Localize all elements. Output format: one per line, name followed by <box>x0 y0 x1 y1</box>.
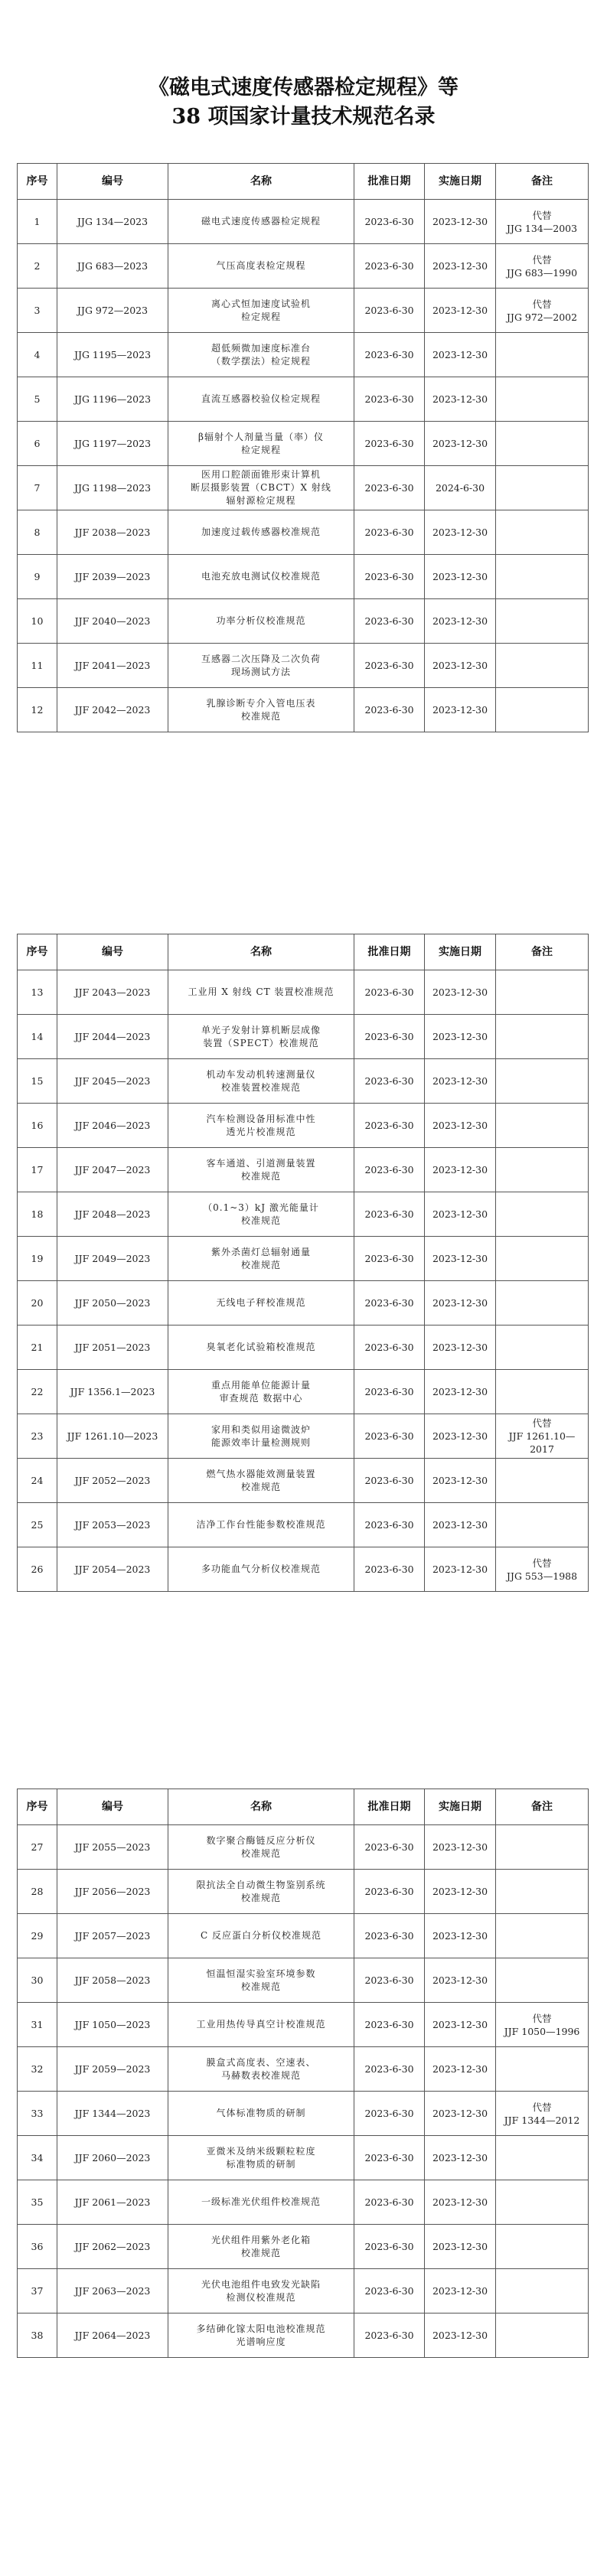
header-implementation-date: 实施日期 <box>425 934 496 970</box>
cell-note <box>496 1059 589 1104</box>
cell-note <box>496 1503 589 1547</box>
cell-name: 离心式恒加速度试验机 检定规程 <box>168 289 354 333</box>
cell-implementation-date: 2023-12-30 <box>425 2225 496 2269</box>
cell-approval-date: 2023-6-30 <box>354 2136 425 2180</box>
cell-implementation-date: 2023-12-30 <box>425 510 496 555</box>
table-row <box>18 2092 589 2136</box>
cell-approval-date: 2023-6-30 <box>354 2314 425 2358</box>
cell-name: 气体标准物质的研制 <box>168 2092 354 2136</box>
cell-code: JJF 2044—2023 <box>57 1015 168 1059</box>
header-name: 名称 <box>168 934 354 970</box>
cell-seq: 12 <box>18 688 57 732</box>
cell-seq: 22 <box>18 1370 57 1414</box>
cell-code: JJF 2055—2023 <box>57 1825 168 1870</box>
cell-implementation-date: 2023-12-30 <box>425 1015 496 1059</box>
cell-code: JJF 2041—2023 <box>57 644 168 688</box>
table-header-row <box>18 1789 589 1825</box>
cell-note <box>496 422 589 466</box>
table-row <box>18 2003 589 2047</box>
regulation-table-part2 <box>17 934 589 1592</box>
cell-implementation-date: 2023-12-30 <box>425 1370 496 1414</box>
cell-approval-date: 2023-6-30 <box>354 555 425 599</box>
cell-code: JJF 2045—2023 <box>57 1059 168 1104</box>
cell-note <box>496 599 589 644</box>
cell-code: JJF 2057—2023 <box>57 1914 168 1958</box>
cell-approval-date: 2023-6-30 <box>354 688 425 732</box>
cell-code: JJG 1196—2023 <box>57 377 168 422</box>
cell-implementation-date: 2023-12-30 <box>425 644 496 688</box>
cell-seq: 17 <box>18 1148 57 1192</box>
table-row <box>18 1870 589 1914</box>
cell-implementation-date: 2023-12-30 <box>425 1148 496 1192</box>
cell-approval-date: 2023-6-30 <box>354 1325 425 1370</box>
cell-name: 超低频微加速度标准台 （数学摆法）检定规程 <box>168 333 354 377</box>
cell-approval-date: 2023-6-30 <box>354 599 425 644</box>
cell-note <box>496 644 589 688</box>
table-row <box>18 1148 589 1192</box>
cell-note <box>496 333 589 377</box>
cell-approval-date: 2023-6-30 <box>354 2003 425 2047</box>
cell-seq: 10 <box>18 599 57 644</box>
cell-note <box>496 1825 589 1870</box>
cell-code: JJF 2058—2023 <box>57 1958 168 2003</box>
cell-note <box>496 1370 589 1414</box>
cell-seq: 23 <box>18 1414 57 1459</box>
cell-note <box>496 1104 589 1148</box>
cell-code: JJF 2062—2023 <box>57 2225 168 2269</box>
cell-code: JJF 2050—2023 <box>57 1281 168 1325</box>
table-row <box>18 1958 589 2003</box>
cell-implementation-date: 2023-12-30 <box>425 1059 496 1104</box>
cell-code: JJG 683—2023 <box>57 244 168 289</box>
cell-note <box>496 2047 589 2092</box>
table-row <box>18 555 589 599</box>
cell-name: 膜盒式高度表、空速表、 马赫数表校准规范 <box>168 2047 354 2092</box>
header-name: 名称 <box>168 1789 354 1825</box>
table-row <box>18 333 589 377</box>
cell-note: 代替 JJG 134—2003 <box>496 200 589 244</box>
table-row <box>18 2225 589 2269</box>
cell-approval-date: 2023-6-30 <box>354 644 425 688</box>
cell-note: 代替 JJG 553—1988 <box>496 1547 589 1592</box>
cell-implementation-date: 2023-12-30 <box>425 1459 496 1503</box>
header-implementation-date: 实施日期 <box>425 1789 496 1825</box>
cell-seq: 37 <box>18 2269 57 2314</box>
cell-name: 磁电式速度传感器检定规程 <box>168 200 354 244</box>
cell-approval-date: 2023-6-30 <box>354 1825 425 1870</box>
cell-implementation-date: 2023-12-30 <box>425 1414 496 1459</box>
cell-implementation-date: 2023-12-30 <box>425 289 496 333</box>
cell-code: JJF 2049—2023 <box>57 1237 168 1281</box>
cell-seq: 2 <box>18 244 57 289</box>
header-seq: 序号 <box>18 164 57 200</box>
cell-approval-date: 2023-6-30 <box>354 1459 425 1503</box>
cell-approval-date: 2023-6-30 <box>354 1370 425 1414</box>
header-note: 备注 <box>496 1789 589 1825</box>
cell-approval-date: 2023-6-30 <box>354 970 425 1015</box>
table-row <box>18 1459 589 1503</box>
cell-note <box>496 1015 589 1059</box>
cell-code: JJF 2047—2023 <box>57 1148 168 1192</box>
table-row <box>18 2314 589 2358</box>
cell-implementation-date: 2023-12-30 <box>425 333 496 377</box>
cell-seq: 1 <box>18 200 57 244</box>
cell-seq: 18 <box>18 1192 57 1237</box>
cell-seq: 9 <box>18 555 57 599</box>
cell-name: 燃气热水器能效测量装置 校准规范 <box>168 1459 354 1503</box>
cell-implementation-date: 2023-12-30 <box>425 1870 496 1914</box>
cell-implementation-date: 2023-12-30 <box>425 1192 496 1237</box>
cell-seq: 26 <box>18 1547 57 1592</box>
cell-code: JJF 2053—2023 <box>57 1503 168 1547</box>
cell-note <box>496 1148 589 1192</box>
cell-name: 直流互感器校验仪检定规程 <box>168 377 354 422</box>
cell-seq: 28 <box>18 1870 57 1914</box>
cell-code: JJF 2038—2023 <box>57 510 168 555</box>
cell-seq: 8 <box>18 510 57 555</box>
cell-seq: 4 <box>18 333 57 377</box>
cell-name: 互感器二次压降及二次负荷 现场测试方法 <box>168 644 354 688</box>
cell-approval-date: 2023-6-30 <box>354 1237 425 1281</box>
page-title-line1: 《磁电式速度传感器检定规程》等 <box>148 76 459 99</box>
cell-name: 工业用 X 射线 CT 装置校准规范 <box>168 970 354 1015</box>
cell-approval-date: 2023-6-30 <box>354 466 425 510</box>
cell-name: β辐射个人剂量当量（率）仪 检定规程 <box>168 422 354 466</box>
cell-implementation-date: 2023-12-30 <box>425 1547 496 1592</box>
cell-seq: 25 <box>18 1503 57 1547</box>
cell-note <box>496 510 589 555</box>
cell-code: JJF 2039—2023 <box>57 555 168 599</box>
cell-name: 多功能血气分析仪校准规范 <box>168 1547 354 1592</box>
cell-name: 汽车检测设备用标准中性 透光片校准规范 <box>168 1104 354 1148</box>
cell-code: JJF 2054—2023 <box>57 1547 168 1592</box>
cell-implementation-date: 2023-12-30 <box>425 422 496 466</box>
cell-code: JJF 2063—2023 <box>57 2269 168 2314</box>
cell-implementation-date: 2023-12-30 <box>425 377 496 422</box>
cell-implementation-date: 2023-12-30 <box>425 1325 496 1370</box>
table-row <box>18 466 589 510</box>
table-row <box>18 422 589 466</box>
cell-implementation-date: 2023-12-30 <box>425 244 496 289</box>
cell-seq: 24 <box>18 1459 57 1503</box>
cell-name: 家用和类似用途微波炉 能源效率计量检测规则 <box>168 1414 354 1459</box>
table-row <box>18 289 589 333</box>
cell-note: 代替 JJF 1050—1996 <box>496 2003 589 2047</box>
table-row <box>18 1370 589 1414</box>
cell-approval-date: 2023-6-30 <box>354 1192 425 1237</box>
cell-implementation-date: 2023-12-30 <box>425 1914 496 1958</box>
cell-seq: 19 <box>18 1237 57 1281</box>
table-row <box>18 688 589 732</box>
cell-name: 单光子发射计算机断层成像 装置（SPECT）校准规范 <box>168 1015 354 1059</box>
cell-name: 臭氧老化试验箱校准规范 <box>168 1325 354 1370</box>
table-row <box>18 1015 589 1059</box>
cell-seq: 30 <box>18 1958 57 2003</box>
cell-seq: 38 <box>18 2314 57 2358</box>
table-row <box>18 1281 589 1325</box>
cell-name: 加速度过载传感器校准规范 <box>168 510 354 555</box>
table-row <box>18 2180 589 2225</box>
cell-implementation-date: 2023-12-30 <box>425 2314 496 2358</box>
cell-note <box>496 2136 589 2180</box>
cell-name: 多结砷化镓太阳电池校准规范 光谱响应度 <box>168 2314 354 2358</box>
header-code: 编号 <box>57 934 168 970</box>
cell-implementation-date: 2023-12-30 <box>425 1503 496 1547</box>
table-row <box>18 1914 589 1958</box>
cell-approval-date: 2023-6-30 <box>354 1281 425 1325</box>
regulation-table-part1 <box>17 163 589 732</box>
cell-seq: 6 <box>18 422 57 466</box>
cell-name: 乳腺诊断专介入管电压表 校准规范 <box>168 688 354 732</box>
page-title-line2: 38 项国家计量技术规范名录 <box>171 105 436 129</box>
cell-code: JJG 972—2023 <box>57 289 168 333</box>
cell-note <box>496 1325 589 1370</box>
header-name: 名称 <box>168 164 354 200</box>
table-row <box>18 599 589 644</box>
cell-approval-date: 2023-6-30 <box>354 1148 425 1192</box>
cell-seq: 27 <box>18 1825 57 1870</box>
table-row <box>18 377 589 422</box>
cell-approval-date: 2023-6-30 <box>354 1104 425 1148</box>
cell-approval-date: 2023-6-30 <box>354 1059 425 1104</box>
table-header-row <box>18 164 589 200</box>
cell-note <box>496 466 589 510</box>
cell-note: 代替 JJG 972—2002 <box>496 289 589 333</box>
cell-code: JJF 2061—2023 <box>57 2180 168 2225</box>
cell-approval-date: 2023-6-30 <box>354 1503 425 1547</box>
cell-note <box>496 2269 589 2314</box>
cell-seq: 16 <box>18 1104 57 1148</box>
cell-seq: 31 <box>18 2003 57 2047</box>
table-row <box>18 2047 589 2092</box>
cell-implementation-date: 2023-12-30 <box>425 2003 496 2047</box>
cell-implementation-date: 2023-12-30 <box>425 688 496 732</box>
cell-code: JJF 2043—2023 <box>57 970 168 1015</box>
cell-seq: 15 <box>18 1059 57 1104</box>
cell-seq: 13 <box>18 970 57 1015</box>
cell-name: 机动车发动机转速测量仪 校准装置校准规范 <box>168 1059 354 1104</box>
cell-seq: 20 <box>18 1281 57 1325</box>
cell-note <box>496 1281 589 1325</box>
cell-code: JJF 2046—2023 <box>57 1104 168 1148</box>
cell-note <box>496 1870 589 1914</box>
cell-code: JJG 134—2023 <box>57 200 168 244</box>
cell-seq: 34 <box>18 2136 57 2180</box>
cell-code: JJF 1344—2023 <box>57 2092 168 2136</box>
cell-code: JJF 1050—2023 <box>57 2003 168 2047</box>
cell-note <box>496 377 589 422</box>
cell-name: 洁净工作台性能参数校准规范 <box>168 1503 354 1547</box>
header-code: 编号 <box>57 1789 168 1825</box>
cell-seq: 21 <box>18 1325 57 1370</box>
cell-approval-date: 2023-6-30 <box>354 1015 425 1059</box>
cell-note <box>496 1914 589 1958</box>
cell-approval-date: 2023-6-30 <box>354 1414 425 1459</box>
cell-approval-date: 2023-6-30 <box>354 289 425 333</box>
header-implementation-date: 实施日期 <box>425 164 496 200</box>
cell-implementation-date: 2023-12-30 <box>425 2092 496 2136</box>
cell-seq: 14 <box>18 1015 57 1059</box>
cell-code: JJF 2040—2023 <box>57 599 168 644</box>
table-row <box>18 1104 589 1148</box>
header-seq: 序号 <box>18 1789 57 1825</box>
cell-seq: 5 <box>18 377 57 422</box>
cell-implementation-date: 2024-6-30 <box>425 466 496 510</box>
cell-implementation-date: 2023-12-30 <box>425 970 496 1015</box>
cell-note <box>496 970 589 1015</box>
cell-implementation-date: 2023-12-30 <box>425 555 496 599</box>
cell-name: 重点用能单位能源计量 审查规范 数据中心 <box>168 1370 354 1414</box>
cell-note <box>496 2180 589 2225</box>
cell-name: 一级标准光伏组件校准规范 <box>168 2180 354 2225</box>
cell-note <box>496 2225 589 2269</box>
cell-note <box>496 688 589 732</box>
table-row <box>18 2136 589 2180</box>
cell-code: JJF 2052—2023 <box>57 1459 168 1503</box>
cell-approval-date: 2023-6-30 <box>354 2047 425 2092</box>
table-row <box>18 1325 589 1370</box>
header-seq: 序号 <box>18 934 57 970</box>
cell-approval-date: 2023-6-30 <box>354 1914 425 1958</box>
cell-approval-date: 2023-6-30 <box>354 1547 425 1592</box>
cell-implementation-date: 2023-12-30 <box>425 200 496 244</box>
table-row <box>18 1059 589 1104</box>
cell-name: 亚微米及纳米级颗粒粒度 标准物质的研制 <box>168 2136 354 2180</box>
cell-name: 数字聚合酶链反应分析仪 校准规范 <box>168 1825 354 1870</box>
cell-note: 代替 JJG 683—1990 <box>496 244 589 289</box>
cell-seq: 36 <box>18 2225 57 2269</box>
table-row <box>18 1825 589 1870</box>
cell-code: JJF 2048—2023 <box>57 1192 168 1237</box>
cell-name: 功率分析仪校准规范 <box>168 599 354 644</box>
cell-seq: 32 <box>18 2047 57 2092</box>
cell-approval-date: 2023-6-30 <box>354 2269 425 2314</box>
cell-approval-date: 2023-6-30 <box>354 200 425 244</box>
cell-seq: 7 <box>18 466 57 510</box>
cell-note <box>496 1958 589 2003</box>
cell-name: C 反应蛋白分析仪校准规范 <box>168 1914 354 1958</box>
cell-name: 气压高度表检定规程 <box>168 244 354 289</box>
header-approval-date: 批准日期 <box>354 1789 425 1825</box>
cell-code: JJG 1197—2023 <box>57 422 168 466</box>
header-note: 备注 <box>496 164 589 200</box>
cell-code: JJF 1356.1—2023 <box>57 1370 168 1414</box>
cell-implementation-date: 2023-12-30 <box>425 2180 496 2225</box>
cell-note <box>496 555 589 599</box>
cell-implementation-date: 2023-12-30 <box>425 1281 496 1325</box>
regulation-table-part3 <box>17 1789 589 2358</box>
cell-seq: 11 <box>18 644 57 688</box>
cell-note <box>496 1237 589 1281</box>
cell-name: 紫外杀菌灯总辐射通量 校准规范 <box>168 1237 354 1281</box>
table-row <box>18 644 589 688</box>
cell-seq: 29 <box>18 1914 57 1958</box>
cell-approval-date: 2023-6-30 <box>354 377 425 422</box>
cell-approval-date: 2023-6-30 <box>354 510 425 555</box>
table-row <box>18 2269 589 2314</box>
cell-approval-date: 2023-6-30 <box>354 2225 425 2269</box>
header-note: 备注 <box>496 934 589 970</box>
table-row <box>18 200 589 244</box>
cell-name: 客车通道、引道测量装置 校准规范 <box>168 1148 354 1192</box>
table-row <box>18 1503 589 1547</box>
table-row <box>18 1192 589 1237</box>
cell-name: 光伏组件用紫外老化箱 校准规范 <box>168 2225 354 2269</box>
cell-note: 代替 JJF 1261.10— 2017 <box>496 1414 589 1459</box>
cell-approval-date: 2023-6-30 <box>354 2092 425 2136</box>
cell-approval-date: 2023-6-30 <box>354 2180 425 2225</box>
cell-note: 代替 JJF 1344—2012 <box>496 2092 589 2136</box>
cell-name: 光伏电池组件电致发光缺陷 检测仪校准规范 <box>168 2269 354 2314</box>
cell-approval-date: 2023-6-30 <box>354 422 425 466</box>
table-row <box>18 510 589 555</box>
cell-code: JJF 1261.10—2023 <box>57 1414 168 1459</box>
cell-code: JJF 2042—2023 <box>57 688 168 732</box>
cell-seq: 35 <box>18 2180 57 2225</box>
table-row <box>18 244 589 289</box>
cell-note <box>496 1459 589 1503</box>
cell-name: 工业用热传导真空计校准规范 <box>168 2003 354 2047</box>
cell-code: JJG 1198—2023 <box>57 466 168 510</box>
cell-note <box>496 2314 589 2358</box>
cell-implementation-date: 2023-12-30 <box>425 1958 496 2003</box>
table-row <box>18 1237 589 1281</box>
cell-code: JJF 2059—2023 <box>57 2047 168 2092</box>
header-code: 编号 <box>57 164 168 200</box>
cell-approval-date: 2023-6-30 <box>354 333 425 377</box>
header-approval-date: 批准日期 <box>354 934 425 970</box>
cell-seq: 33 <box>18 2092 57 2136</box>
cell-implementation-date: 2023-12-30 <box>425 2269 496 2314</box>
cell-code: JJF 2056—2023 <box>57 1870 168 1914</box>
cell-implementation-date: 2023-12-30 <box>425 1825 496 1870</box>
cell-code: JJF 2060—2023 <box>57 2136 168 2180</box>
cell-name: 医用口腔颌面锥形束计算机 断层摄影装置（CBCT）X 射线 辐射源检定规程 <box>168 466 354 510</box>
cell-code: JJF 2051—2023 <box>57 1325 168 1370</box>
cell-implementation-date: 2023-12-30 <box>425 2047 496 2092</box>
cell-approval-date: 2023-6-30 <box>354 1870 425 1914</box>
cell-code: JJF 2064—2023 <box>57 2314 168 2358</box>
cell-name: 无线电子秤校准规范 <box>168 1281 354 1325</box>
cell-seq: 3 <box>18 289 57 333</box>
cell-code: JJG 1195—2023 <box>57 333 168 377</box>
table-row <box>18 1414 589 1459</box>
cell-implementation-date: 2023-12-30 <box>425 1237 496 1281</box>
cell-approval-date: 2023-6-30 <box>354 1958 425 2003</box>
cell-implementation-date: 2023-12-30 <box>425 2136 496 2180</box>
table-header-row <box>18 934 589 970</box>
table-row <box>18 1547 589 1592</box>
cell-name: 限抗法全自动微生物鉴别系统 校准规范 <box>168 1870 354 1914</box>
table-row <box>18 970 589 1015</box>
cell-name: （0.1~3）kJ 激光能量计 校准规范 <box>168 1192 354 1237</box>
cell-approval-date: 2023-6-30 <box>354 244 425 289</box>
header-approval-date: 批准日期 <box>354 164 425 200</box>
cell-implementation-date: 2023-12-30 <box>425 1104 496 1148</box>
cell-note <box>496 1192 589 1237</box>
cell-implementation-date: 2023-12-30 <box>425 599 496 644</box>
cell-name: 电池充放电测试仪校准规范 <box>168 555 354 599</box>
cell-name: 恒温恒湿实验室环境参数 校准规范 <box>168 1958 354 2003</box>
